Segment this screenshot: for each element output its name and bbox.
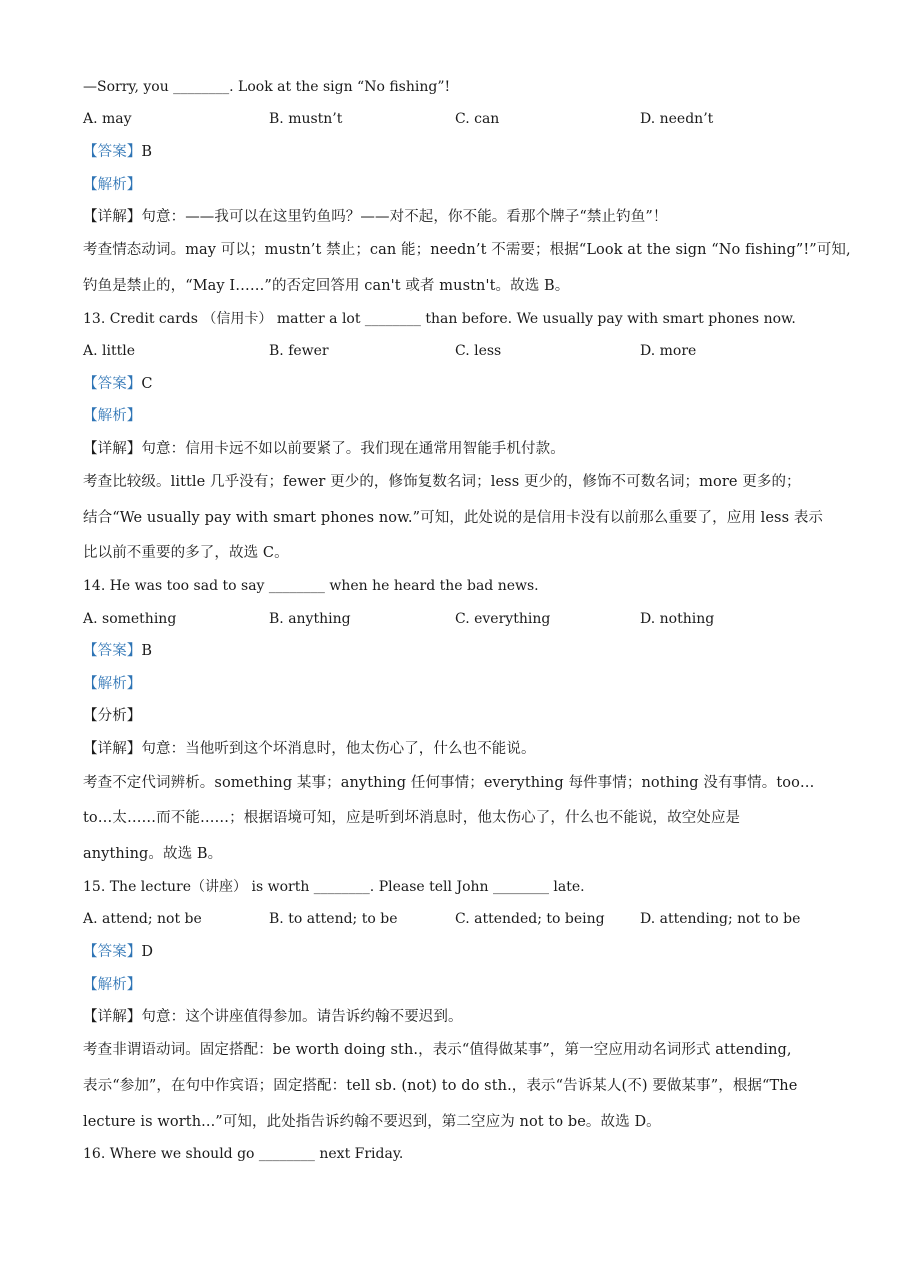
- q13-option-a: A. little: [83, 343, 135, 359]
- q15-question: 15. The lecture（讲座） is worth ________. Please tell John ________ late.: [83, 879, 585, 895]
- q15-option-c: C. attended; to being: [455, 911, 605, 927]
- q14-fenxi-tag: 【分析】: [83, 708, 142, 724]
- answer-value: D: [141, 944, 154, 960]
- q12-answer: [83, 142, 849, 162]
- answer-tag: 【答案】: [83, 944, 142, 960]
- q13-question: 13. Credit cards （信用卡） matter a lot ________ than before. We usually pay with smart phones now.: [83, 311, 796, 327]
- q13-analysis-tag: 【解析】: [83, 408, 142, 424]
- q13-answer: [83, 374, 849, 394]
- q15-detail-line: 考查非谓语动词。固定搭配：be worth doing sth.，表示“值得做某事”，第一空应用动名词形式 attending,: [83, 1042, 792, 1058]
- detail-tag: 【详解】: [83, 1009, 142, 1025]
- q12-detail-line: 钓鱼是禁止的，“May I……”的否定回答用 can't 或者 mustn't。故选 B。: [83, 278, 570, 294]
- q14-detail-line: 【详解】句意：当他听到这个坏消息时，他太伤心了，什么也不能说。: [83, 741, 536, 757]
- answer-value: B: [141, 144, 153, 160]
- q12-option-d: D. needn’t: [640, 111, 714, 127]
- q14-option-a: A. something: [83, 611, 177, 627]
- q14-option-c: C. everything: [455, 611, 551, 627]
- q14-question: 14. He was too sad to say ________ when he heard the bad news.: [83, 578, 539, 594]
- q12-reply: —Sorry, you ________. Look at the sign “No fishing”!: [83, 79, 451, 95]
- answer-tag: 【答案】: [83, 376, 142, 392]
- q14-analysis-tag: 【解析】: [83, 676, 142, 692]
- q13-detail-line: 考查比较级。little 几乎没有；fewer 更少的，修饰复数名词；less 更少的，修饰不可数名词；more 更多的；: [83, 474, 801, 490]
- q15-detail-line: 【详解】句意：这个讲座值得参加。请告诉约翰不要迟到。: [83, 1009, 463, 1025]
- q14-option-d: D. nothing: [640, 611, 715, 627]
- detail-tag: 【详解】: [83, 209, 142, 225]
- q13-option-c: C. less: [455, 343, 502, 359]
- q15-option-d: D. attending; not to be: [640, 911, 801, 927]
- answer-tag: 【答案】: [83, 643, 142, 659]
- q13-detail-line: 结合“We usually pay with smart phones now.”可知，此处说的是信用卡没有以前那么重要了，应用 less 表示: [83, 510, 824, 526]
- q15-detail-line: 表示“参加”，在句中作宾语；固定搭配：tell sb. (not) to do sth.，表示“告诉某人(不) 要做某事”，根据“The: [83, 1078, 798, 1094]
- q12-option-a: A. may: [83, 111, 132, 127]
- q14-detail-line: 考查不定代词辨析。something 某事；anything 任何事情；everything 每件事情；nothing 没有事情。too…: [83, 775, 815, 791]
- q12-detail-line: 【详解】句意：——我可以在这里钓鱼吗？——对不起，你不能。看那个牌子“禁止钓鱼”！: [83, 209, 668, 225]
- answer-value: B: [141, 643, 153, 659]
- q16-question: 16. Where we should go ________ next Friday.: [83, 1146, 404, 1162]
- q13-detail-line: 比以前不重要的多了，故选 C。: [83, 545, 289, 561]
- q15-detail-line: lecture is worth...”可知，此处指告诉约翰不要迟到，第二空应为 not to be。故选 D。: [83, 1114, 661, 1130]
- q12-analysis-tag: 【解析】: [83, 177, 142, 193]
- q12-detail-line: 考查情态动词。may 可以；mustn’t 禁止；can 能；needn’t 不需要；根据“Look at the sign “No fishing”!”可知,: [83, 242, 851, 258]
- q15-analysis-tag: 【解析】: [83, 977, 142, 993]
- q12-option-c: C. can: [455, 111, 500, 127]
- q13-option-b: B. fewer: [269, 343, 329, 359]
- q12-option-b: B. mustn’t: [269, 111, 343, 127]
- q14-detail-line: anything。故选 B。: [83, 846, 223, 862]
- q15-option-b: B. to attend; to be: [269, 911, 398, 927]
- detail-tag: 【详解】: [83, 741, 142, 757]
- q13-detail-line: 【详解】句意：信用卡远不如以前要紧了。我们现在通常用智能手机付款。: [83, 441, 565, 457]
- q13-option-d: D. more: [640, 343, 697, 359]
- q15-answer: [83, 942, 849, 962]
- q14-answer: [83, 641, 849, 661]
- q14-detail-line: to…太……而不能……；根据语境可知，应是听到坏消息时，他太伤心了，什么也不能说，故空处应是: [83, 810, 741, 826]
- detail-tag: 【详解】: [83, 441, 142, 457]
- answer-tag: 【答案】: [83, 144, 142, 160]
- q15-option-a: A. attend; not be: [83, 911, 202, 927]
- q14-option-b: B. anything: [269, 611, 351, 627]
- answer-value: C: [141, 376, 153, 392]
